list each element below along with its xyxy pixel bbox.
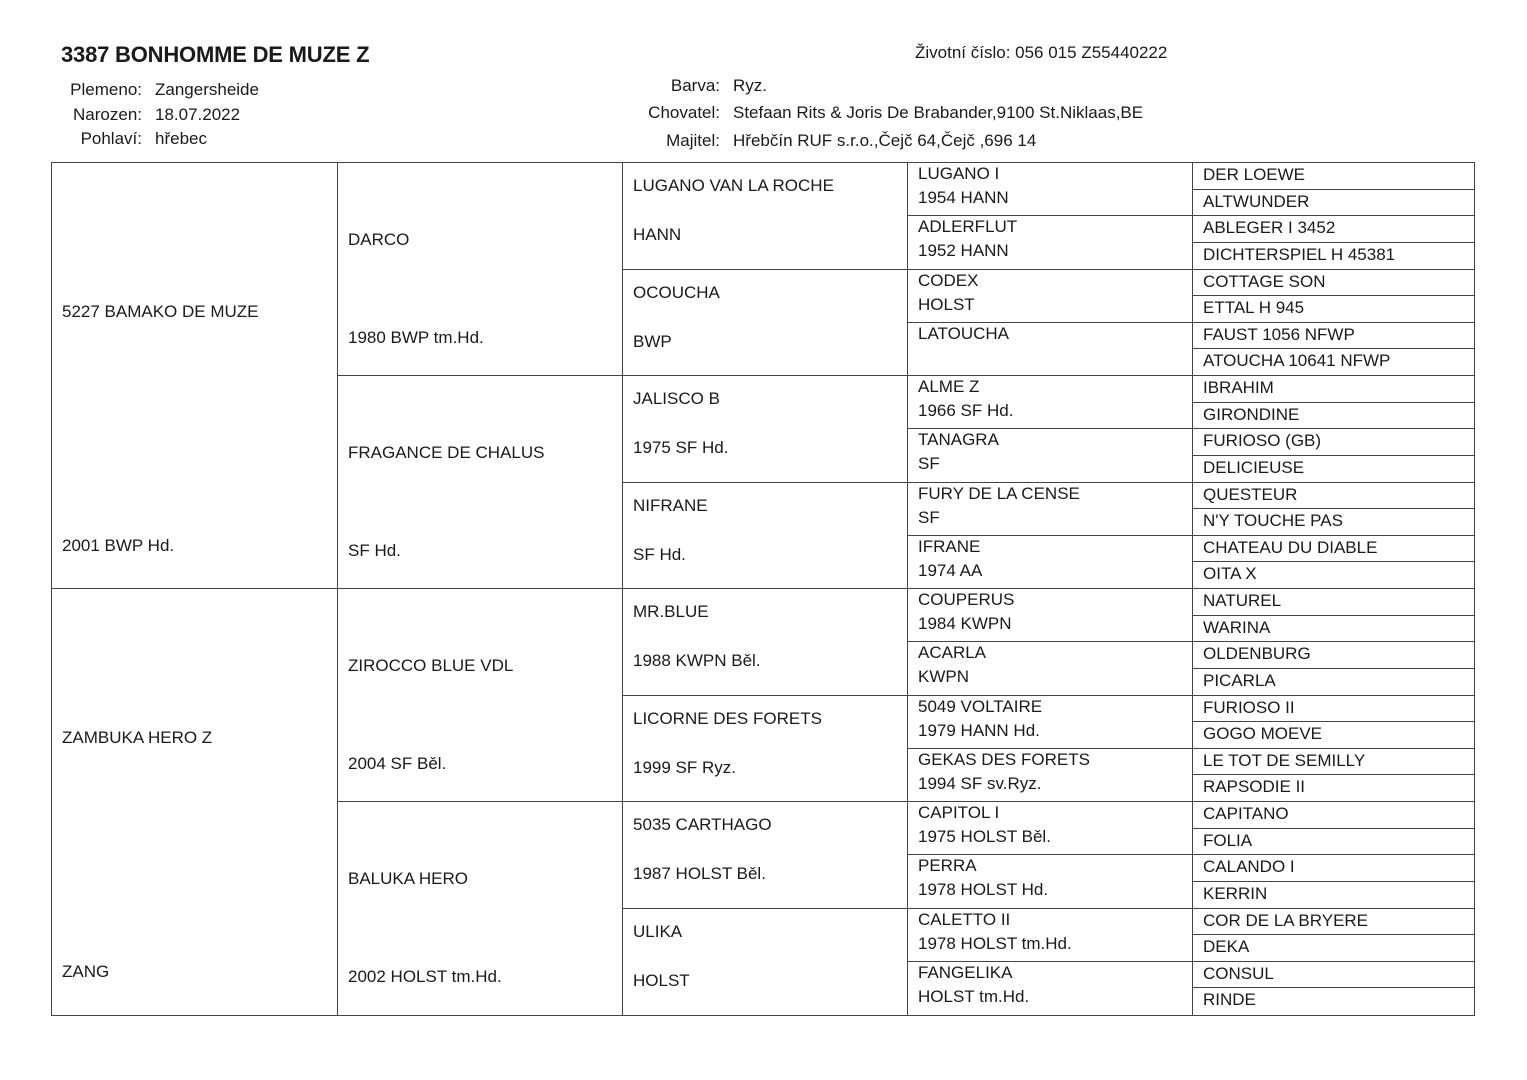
pedigree-cell-gen4 <box>907 962 1192 1015</box>
pedigree-cell-gen4 <box>907 855 1192 908</box>
ancestor-name: IFRANE <box>918 536 981 556</box>
ancestor-name: NIFRANE <box>633 495 708 515</box>
ancestor-name: LICORNE DES FORETS <box>633 708 822 728</box>
pedigree-cell-gen5 <box>1192 749 1475 776</box>
pedigree-cell-gen5 <box>1192 909 1475 936</box>
ancestor-info: 1987 HOLST Běl. <box>633 864 766 884</box>
pedigree-cell-gen5 <box>1192 536 1475 563</box>
ancestor-name: ALTWUNDER <box>1203 191 1310 211</box>
pedigree-cell-gen1 <box>52 589 337 1015</box>
generation-1-column <box>52 163 337 1015</box>
ancestor-name: IBRAHIM <box>1203 378 1274 397</box>
ancestor-name: QUESTEUR <box>1203 484 1298 504</box>
pedigree-cell-gen4 <box>907 589 1192 642</box>
pedigree-cell-gen5 <box>1192 243 1475 270</box>
breeder-value: Stefaan Rits & Joris De Brabander,9100 St.Niklaas,BE <box>733 103 1144 122</box>
pedigree-cell-gen5 <box>1192 882 1475 909</box>
ancestor-name: DICHTERSPIEL H 45381 <box>1203 244 1396 264</box>
ancestor-name: TANAGRA <box>918 430 999 450</box>
ancestor-name: COR DE LA BRYERE <box>1203 910 1369 930</box>
ancestor-info: 2002 HOLST tm.Hd. <box>348 966 502 986</box>
generation-2-column <box>337 163 622 1015</box>
pedigree-cell-gen3 <box>622 270 907 377</box>
ancestor-info: BWP <box>633 331 672 351</box>
pedigree-cell-gen5 <box>1192 669 1475 696</box>
ancestor-name: ZAMBUKA HERO Z <box>62 728 213 748</box>
pedigree-cell-gen4 <box>907 163 1192 216</box>
ancestor-name: PERRA <box>918 856 977 876</box>
pedigree-cell-gen5 <box>1192 483 1475 510</box>
owner-row <box>600 127 1143 155</box>
pedigree-cell-gen3 <box>622 376 907 483</box>
breed-label: Plemeno: <box>70 80 142 99</box>
pedigree-cell-gen3 <box>622 909 907 1016</box>
pedigree-cell-gen2 <box>337 376 622 589</box>
ancestor-info: HOLST <box>918 294 975 314</box>
pedigree-cell-gen4 <box>907 749 1192 802</box>
pedigree-cell-gen5 <box>1192 988 1475 1015</box>
breeder-row <box>600 100 1143 128</box>
pedigree-cell-gen3 <box>622 483 907 590</box>
ancestor-name: ACARLA <box>918 643 987 663</box>
generation-5-column <box>1192 163 1475 1015</box>
pedigree-cell-gen4 <box>907 802 1192 855</box>
ancestor-name: ALME Z <box>918 377 980 396</box>
ancestor-name: N'Y TOUCHE PAS <box>1203 511 1343 531</box>
life-number: Životní číslo: 056 015 Z55440222 <box>915 43 1168 62</box>
ancestor-info: 1994 SF sv.Ryz. <box>918 773 1042 793</box>
ancestor-name: DER LOEWE <box>1203 165 1306 184</box>
ancestor-name: CALANDO I <box>1203 857 1295 877</box>
ancestor-name: CALETTO II <box>918 909 1011 929</box>
generation-4-column <box>907 163 1192 1015</box>
ancestor-name: 5035 CARTHAGO <box>633 815 772 835</box>
ancestor-info: HANN <box>633 225 682 245</box>
ancestor-info: KWPN <box>918 667 969 687</box>
ancestor-name: LUGANO I <box>918 164 1000 183</box>
ancestor-name: CAPITANO <box>1203 804 1289 823</box>
pedigree-cell-gen4 <box>907 376 1192 429</box>
ancestor-name: LUGANO VAN LA ROCHE <box>633 176 834 196</box>
pedigree-cell-gen4 <box>907 483 1192 536</box>
pedigree-cell-gen1 <box>52 163 337 589</box>
pedigree-cell-gen4 <box>907 536 1192 589</box>
ancestor-info: 1980 BWP tm.Hd. <box>348 327 484 347</box>
ancestor-info: 2004 SF Běl. <box>348 753 447 773</box>
pedigree-cell-gen5 <box>1192 190 1475 217</box>
pedigree-cell-gen5 <box>1192 562 1475 589</box>
ancestor-name: DEKA <box>1203 937 1250 957</box>
pedigree-cell-gen5 <box>1192 589 1475 616</box>
pedigree-table <box>51 162 1475 1016</box>
pedigree-cell-gen4 <box>907 696 1192 749</box>
birth-date-label: Narozen: <box>73 104 142 124</box>
pedigree-cell-gen5 <box>1192 616 1475 643</box>
ancestor-info: 1975 SF Hd. <box>633 438 729 458</box>
pedigree-cell-gen5 <box>1192 296 1475 323</box>
ancestor-name: LE TOT DE SEMILLY <box>1203 750 1366 770</box>
ancestor-name: FANGELIKA <box>918 962 1013 982</box>
ancestor-info: SF <box>918 507 940 527</box>
pedigree-cell-gen5 <box>1192 855 1475 882</box>
ancestor-name: ADLERFLUT <box>918 217 1018 237</box>
ancestor-name: FOLIA <box>1203 830 1253 850</box>
ancestor-name: 5227 BAMAKO DE MUZE <box>62 302 259 322</box>
ancestor-name: OLDENBURG <box>1203 644 1311 664</box>
pedigree-cell-gen5 <box>1192 775 1475 802</box>
ancestor-info: SF Hd. <box>348 540 401 560</box>
ancestor-info: 1952 HANN <box>918 241 1009 261</box>
ancestor-name: GEKAS DES FORETS <box>918 749 1090 769</box>
pedigree-cell-gen5 <box>1192 270 1475 297</box>
horse-title: 3387 BONHOMME DE MUZE Z <box>61 42 370 67</box>
ancestor-name: CAPITOL I <box>918 803 1000 822</box>
pedigree-cell-gen4 <box>907 270 1192 323</box>
ancestor-name: GIRONDINE <box>1203 404 1300 424</box>
ancestor-info: 1966 SF Hd. <box>918 401 1014 420</box>
ancestor-name: GOGO MOEVE <box>1203 724 1323 744</box>
ancestor-name: ATOUCHA 10641 NFWP <box>1203 351 1391 371</box>
ancestor-name: NATUREL <box>1203 591 1282 610</box>
pedigree-cell-gen4 <box>907 642 1192 695</box>
pedigree-cell-gen5 <box>1192 829 1475 856</box>
pedigree-cell-gen3 <box>622 802 907 909</box>
ancestor-name: COTTAGE SON <box>1203 271 1326 291</box>
pedigree-cell-gen5 <box>1192 349 1475 376</box>
ancestor-name: ETTAL H 945 <box>1203 298 1305 318</box>
pedigree-cell-gen5 <box>1192 163 1475 190</box>
pedigree-cell-gen5 <box>1192 216 1475 243</box>
pedigree-cell-gen5 <box>1192 802 1475 829</box>
owner-info <box>600 72 1143 155</box>
ancestor-info: 1984 KWPN <box>918 614 1012 633</box>
pedigree-cell-gen3 <box>622 589 907 696</box>
pedigree-cell-gen5 <box>1192 935 1475 962</box>
breeder-label: Chovatel: <box>648 103 720 122</box>
ancestor-name: 5049 VOLTAIRE <box>918 696 1043 716</box>
ancestor-name: CODEX <box>918 270 979 290</box>
ancestor-name: FURIOSO II <box>1203 697 1295 717</box>
pedigree-cell-gen5 <box>1192 429 1475 456</box>
pedigree-cell-gen3 <box>622 163 907 270</box>
sex-row <box>55 127 259 152</box>
breed-row <box>55 78 259 103</box>
pedigree-cell-gen2 <box>337 163 622 376</box>
pedigree-cell-gen5 <box>1192 642 1475 669</box>
ancestor-info: 1975 HOLST Běl. <box>918 827 1051 846</box>
pedigree-cell-gen4 <box>907 909 1192 962</box>
ancestor-name: DARCO <box>348 229 410 249</box>
pedigree-cell-gen4 <box>907 429 1192 482</box>
pedigree-cell-gen2 <box>337 802 622 1015</box>
ancestor-info: 1978 HOLST tm.Hd. <box>918 933 1072 953</box>
pedigree-cell-gen5 <box>1192 403 1475 430</box>
sex-label: Pohlaví: <box>80 129 142 148</box>
ancestor-name: DELICIEUSE <box>1203 457 1305 477</box>
ancestor-name: ABLEGER I 3452 <box>1203 218 1336 238</box>
ancestor-info: 1979 HANN Hd. <box>918 720 1040 740</box>
ancestor-name: COUPERUS <box>918 590 1015 609</box>
color-row <box>600 72 1143 100</box>
ancestor-info: HOLST <box>633 970 690 990</box>
ancestor-name: WARINA <box>1203 617 1271 637</box>
ancestor-name: OCOUCHA <box>633 282 720 302</box>
ancestor-name: ZIROCCO BLUE VDL <box>348 655 514 675</box>
pedigree-cell-gen4 <box>907 216 1192 269</box>
ancestor-name: KERRIN <box>1203 883 1268 903</box>
ancestor-name: FURY DE LA CENSE <box>918 483 1080 503</box>
ancestor-name: CONSUL <box>1203 963 1274 983</box>
ancestor-name: FRAGANCE DE CHALUS <box>348 442 545 462</box>
color-label: Barva: <box>670 75 720 95</box>
ancestor-info: 1954 HANN <box>918 188 1009 207</box>
ancestor-info: 1974 AA <box>918 560 983 580</box>
pedigree-cell-gen5 <box>1192 323 1475 350</box>
owner-label: Majitel: <box>666 130 720 150</box>
ancestor-name: ULIKA <box>633 921 683 941</box>
ancestor-name: BALUKA HERO <box>348 868 468 888</box>
ancestor-name: PICARLA <box>1203 670 1276 690</box>
color-value: Ryz. <box>733 75 767 95</box>
pedigree-cell-gen5 <box>1192 376 1475 403</box>
pedigree-cell-gen2 <box>337 589 622 802</box>
sex-value: hřebec <box>155 129 207 148</box>
ancestor-info: HOLST tm.Hd. <box>918 986 1030 1006</box>
ancestor-name: MR.BLUE <box>633 602 709 622</box>
ancestor-name: RINDE <box>1203 990 1256 1010</box>
ancestor-name: JALISCO B <box>633 389 720 409</box>
pedigree-cell-gen5 <box>1192 722 1475 749</box>
birth-date-row <box>55 103 259 128</box>
ancestor-info: SF Hd. <box>633 544 686 564</box>
birth-date-value: 18.07.2022 <box>155 104 241 124</box>
ancestor-info: SF <box>918 454 940 474</box>
owner-value: Hřebčín RUF s.r.o.,Čejč 64,Čejč ,696 14 <box>733 130 1037 150</box>
ancestor-name: FURIOSO (GB) <box>1203 431 1322 451</box>
ancestor-info: 2001 BWP Hd. <box>62 536 175 556</box>
ancestor-name: FAUST 1056 NFWP <box>1203 324 1355 344</box>
pedigree-cell-gen5 <box>1192 696 1475 723</box>
pedigree-cell-gen4 <box>907 323 1192 376</box>
ancestor-name: OITA X <box>1203 564 1257 584</box>
ancestor-info: 1999 SF Ryz. <box>633 757 736 777</box>
pedigree-cell-gen5 <box>1192 509 1475 536</box>
pedigree-cell-gen3 <box>622 696 907 803</box>
ancestor-name: CHATEAU DU DIABLE <box>1203 537 1378 557</box>
pedigree-cell-gen5 <box>1192 962 1475 989</box>
breed-value: Zangersheide <box>155 80 259 99</box>
ancestor-info: 1988 KWPN Běl. <box>633 651 761 671</box>
basic-info <box>55 78 259 152</box>
generation-3-column <box>622 163 907 1015</box>
ancestor-info: 1978 HOLST Hd. <box>918 880 1049 900</box>
pedigree-cell-gen5 <box>1192 456 1475 483</box>
ancestor-name: LATOUCHA <box>918 323 1010 343</box>
ancestor-name: RAPSODIE II <box>1203 777 1306 797</box>
ancestor-info: ZANG <box>62 962 110 982</box>
